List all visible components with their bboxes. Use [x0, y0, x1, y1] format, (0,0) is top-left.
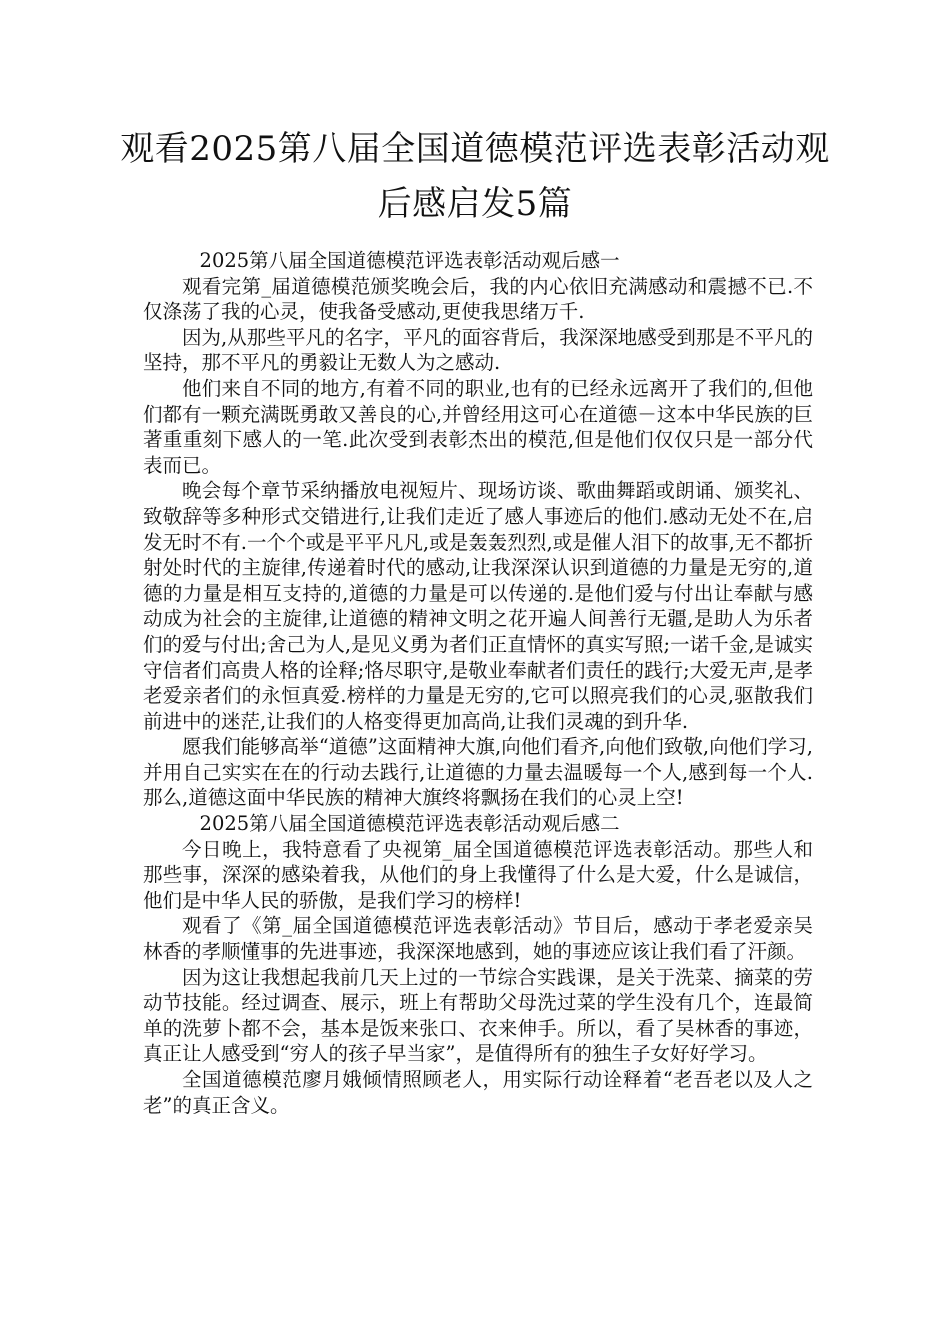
section-heading-2: 2025第八届全国道德模范评选表彰活动观后感二	[199, 812, 620, 836]
paragraph: 因为这让我想起我前几天上过的一节综合实践课，是关于洗菜、摘菜的劳动节技能。经过调查、展示，班上有帮助父母洗过菜的学生没有几个，连最简单的洗萝卜都不会，基本是饭来张口、衣来伸手。所以，看了吴林香的事迹，真正让人感受到“穷人的孩子早当家”，是值得所有的独生子女好好学习。	[143, 965, 813, 1066]
paragraph: 全国道德模范廖月娥倾情照顾老人，用实际行动诠释着“老吾老以及人之老”的真正含义。	[143, 1068, 813, 1117]
paragraph: 今日晚上，我特意看了央视第_届全国道德模范评选表彰活动。那些人和那些事，深深的感染着我，从他们的身上我懂得了什么是大爱，什么是诚信，他们是中华人民的骄傲，是我们学习的榜样!	[143, 837, 813, 912]
paragraph: 因为,从那些平凡的名字，平凡的面容背后，我深深地感受到那是不平凡的坚持，那不平凡的勇毅让无数人为之感动.	[143, 325, 813, 375]
document-title: 观看2025第八届全国道德模范评选表彰活动观后感启发5篇	[120, 129, 830, 224]
paragraph: 愿我们能够高举“道德”这面精神大旗,向他们看齐,向他们致敬,向他们学习,并用自己实实在在的行动去践行,让道德的力量去温暖每一个人,感到每一个人.那么,道德这面中华民族的精神大旗终将飘扬在我们的心灵上空!	[143, 735, 813, 810]
paragraph: 观看完第_届道德模范颁奖晚会后，我的内心依旧充满感动和震撼不已.不仅涤荡了我的心灵，使我备受感动,更使我思绪万千.	[143, 274, 813, 324]
paragraph: 晚会每个章节采纳播放电视短片、现场访谈、歌曲舞蹈或朗诵、颁奖礼、致敬辞等多种形式交错进行,让我们走近了感人事迹后的他们.感动无处不在,启发无时不有.一个个或是平平凡凡,或是轰轰烈烈,或是催人泪下的故事,无不都折射处时代的主旋律,传递着时代的感动,让我深深认识到道德的力量是无穷的,道德的力量是相互支持的,道德的力量是可以传递的.是他们爱与付出让奉献与感动成为社会的主旋律,让道德的精神文明之花开遍人间善行无疆,是助人为乐者们的爱与付出;舍己为人,是见义勇为者们正直情怀的真实写照;一诺千金,是诚实守信者们高贵人格的诠释;恪尽职守,是敬业奉献者们责任的践行;大爱无声,是孝老爱亲者们的永恒真爱.榜样的力量是无穷的,它可以照亮我们的心灵,驱散我们前进中的迷茫,让我们的人格变得更加高尚,让我们灵魂的到升华.	[143, 479, 813, 733]
paragraph: 观看了《第_届全国道德模范评选表彰活动》节目后，感动于孝老爱亲吴林香的孝顺懂事的先进事迹，我深深地感到，她的事迹应该让我们看了汗颜。	[143, 914, 813, 964]
section-heading-1: 2025第八届全国道德模范评选表彰活动观后感一	[199, 249, 620, 272]
paragraph: 他们来自不同的地方,有着不同的职业,也有的已经永远离开了我们的,但他们都有一颗充满既勇敢又善良的心,并曾经用这可心在道德－这本中华民族的巨著重重刻下感人的一笔.此次受到表彰杰出的模范,但是他们仅仅只是一部分代表而已。	[143, 376, 813, 477]
document-body	[143, 248, 813, 1118]
